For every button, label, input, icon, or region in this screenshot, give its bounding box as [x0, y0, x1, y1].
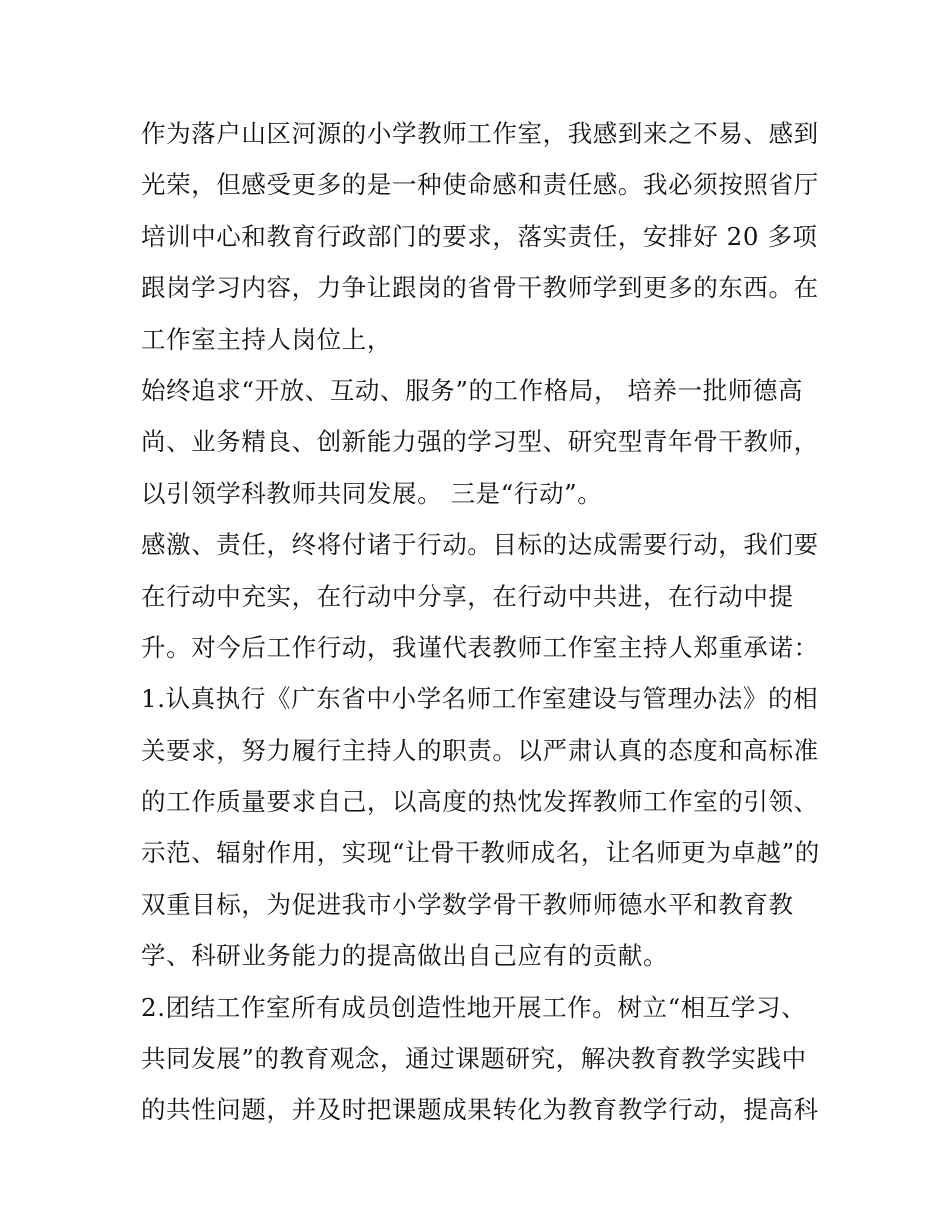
text-line: 关要求，努力履行主持人的职责。以严肃认真的态度和高标准 — [141, 735, 819, 765]
text-line: 的工作质量要求自己，以高度的热忱发挥教师工作室的引领、 — [141, 787, 819, 817]
text-line: 的共性问题，并及时把课题成果转化为教育教学行动，提高科 — [141, 1095, 819, 1125]
text-line: 2.团结工作室所有成员创造性地开展工作。树立“相互学习、 — [141, 992, 807, 1022]
text-line: 尚、业务精良、创新能力强的学习型、研究型青年骨干教师， — [141, 427, 819, 457]
body-text — [141, 108, 821, 1136]
text-line: 示范、辐射作用，实现“让骨干教师成名，让名师更为卓越”的 — [141, 838, 820, 868]
text-line: 光荣，但感受更多的是一种使命感和责任感。我必须按照省厅 — [141, 170, 819, 200]
text-line: 跟岗学习内容，力争让跟岗的省骨干教师学到更多的东西。在 — [141, 273, 819, 303]
text-line: 1.认真执行《广东省中小学名师工作室建设与管理办法》的相 — [141, 684, 819, 714]
text-line: 感激、责任，终将付诸于行动。目标的达成需要行动，我们要 — [141, 530, 819, 560]
text-line: 在行动中充实，在行动中分享，在行动中共进，在行动中提 — [141, 581, 794, 611]
text-line: 双重目标，为促进我市小学数学骨干教师师德水平和教育教 — [141, 889, 794, 919]
text-line: 培训中心和教育行政部门的要求，落实责任，安排好 20 多项 — [141, 221, 818, 251]
text-line: 升。对今后工作行动，我谨代表教师工作室主持人郑重承诺： — [141, 632, 819, 662]
text-line: 以引领学科教师共同发展。 三是“行动”。 — [141, 478, 603, 508]
text-line: 始终追求“开放、互动、服务”的工作格局， 培养一批师德高 — [141, 375, 804, 405]
text-line: 共同发展”的教育观念，通过课题研究，解决教育教学实践中 — [141, 1044, 807, 1074]
text-line: 学、科研业务能力的提高做出自己应有的贡献。 — [141, 941, 669, 971]
text-line: 工作室主持人岗位上， — [141, 324, 392, 354]
text-line: 作为落户山区河源的小学教师工作室，我感到来之不易、感到 — [141, 119, 819, 148]
